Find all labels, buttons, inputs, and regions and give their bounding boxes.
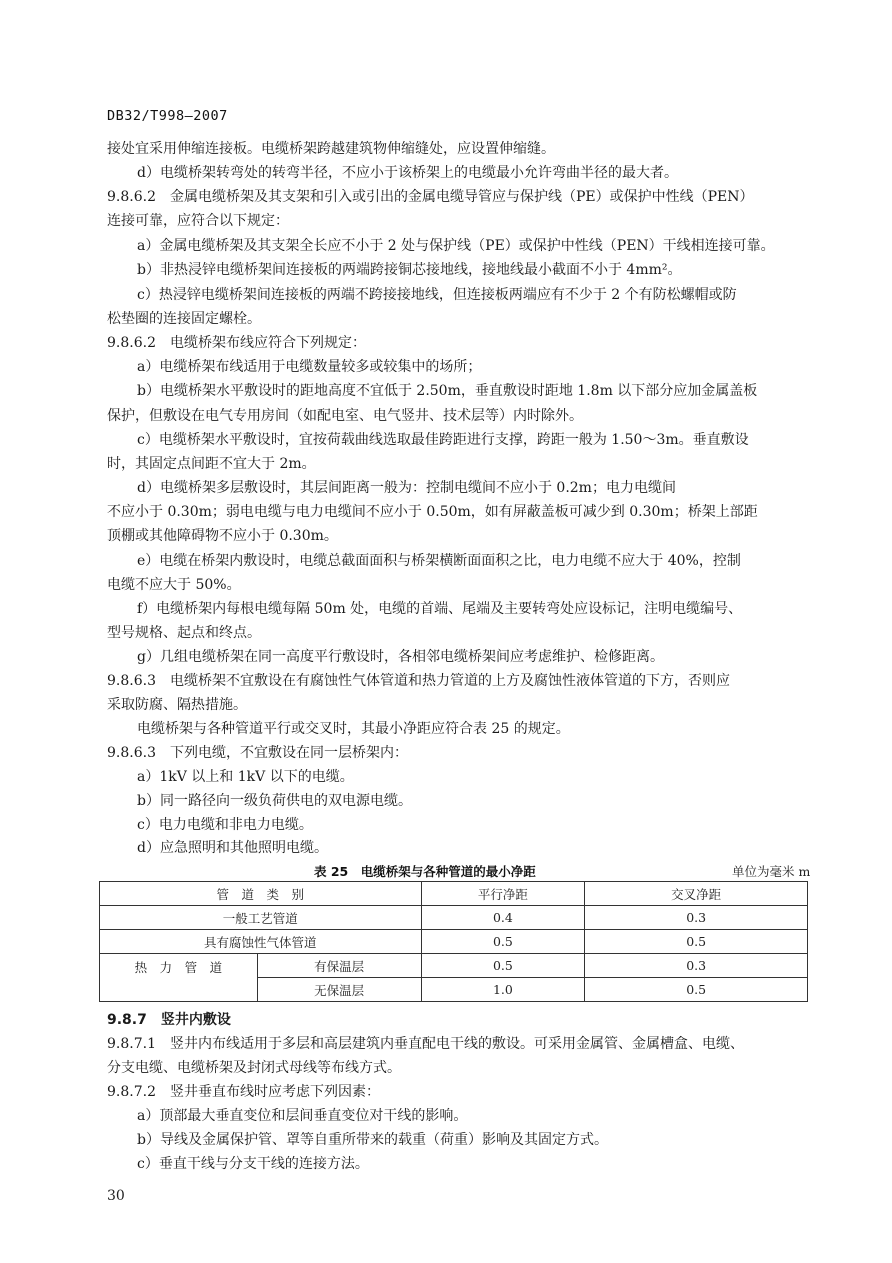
text-line: a）金属电缆桥架及其支架全长应不小于 2 处与保护线（PE）或保护中性线（PEN）干线相连接可靠。 bbox=[137, 238, 775, 254]
text-line: b）同一路径向一级负荷供电的双电源电缆。 bbox=[137, 793, 412, 809]
parallel-value: 0.5 bbox=[421, 954, 585, 978]
header-parallel: 平行净距 bbox=[421, 882, 585, 906]
text-line: c）热浸锌电缆桥架间连接板的两端不跨接接地线，但连接板两端应有不少于 2 个有防松螺帽或防 bbox=[137, 287, 737, 303]
clause-line: 9.8.7.2 竖井垂直布线时应考虑下列因素： bbox=[107, 1084, 380, 1100]
clause-line: 9.8.6.2 金属电缆桥架及其支架和引入或引出的金属电缆导管应与保护线（PE）或保护中性线（PEN） bbox=[107, 189, 754, 205]
table-row bbox=[100, 954, 808, 978]
table-caption: 表 25 电缆桥架与各种管道的最小净距 bbox=[314, 864, 536, 879]
header-category: 管 道 类 别 bbox=[100, 882, 422, 906]
text-line: c）垂直干线与分支干线的连接方法。 bbox=[137, 1156, 369, 1172]
text-line: b）非热浸锌电缆桥架间连接板的两端跨接铜芯接地线，接地线最小截面不小于 4mm²。 bbox=[137, 262, 682, 278]
text-line: d）电缆桥架多层敷设时，其层间距离一般为：控制电缆间不应小于 0.2m；电力电缆间 bbox=[137, 480, 676, 496]
text-line: c）电力电缆和非电力电缆。 bbox=[137, 817, 313, 833]
text-line: 顶棚或其他障碍物不应小于 0.30m。 bbox=[107, 528, 338, 544]
text-line: 采取防腐、隔热措施。 bbox=[107, 697, 247, 713]
text-line: b）导线及金属保护管、罩等自重所带来的载重（荷重）影响及其固定方式。 bbox=[137, 1132, 608, 1148]
cross-value: 0.5 bbox=[585, 978, 808, 1002]
parallel-value: 0.5 bbox=[421, 930, 585, 954]
standard-code-header: DB32/T998—2007 bbox=[107, 108, 228, 124]
text-line: 电缆桥架与各种管道平行或交叉时，其最小净距应符合表 25 的规定。 bbox=[137, 721, 570, 737]
parallel-value: 0.4 bbox=[421, 906, 585, 930]
parallel-value: 1.0 bbox=[421, 978, 585, 1002]
clause-line: 9.8.6.2 电缆桥架布线应符合下列规定： bbox=[107, 335, 366, 351]
text-line: d）电缆桥架转弯处的转弯半径，不应小于该桥架上的电缆最小允许弯曲半径的最大者。 bbox=[137, 165, 678, 181]
text-line: 电缆不应大于 50%。 bbox=[107, 577, 241, 593]
table-row bbox=[100, 930, 808, 954]
text-line: a）电缆桥架布线适用于电缆数量较多或较集中的场所； bbox=[137, 359, 482, 375]
text-line: c）电缆桥架水平敷设时，宜按荷载曲线选取最佳跨距进行支撑，跨距一般为 1.50～3m。垂直敷设 bbox=[137, 432, 749, 448]
text-line: a）1kV 以上和 1kV 以下的电缆。 bbox=[137, 769, 354, 785]
text-line: f）电缆桥架内每根电缆每隔 50m 处，电缆的首端、尾端及主要转弯处应设标记，注明电缆编号、 bbox=[137, 601, 743, 617]
cross-value: 0.3 bbox=[585, 906, 808, 930]
page-number: 30 bbox=[107, 1188, 125, 1204]
clause-line: 9.8.6.3 下列电缆，不宜敷设在同一层桥架内： bbox=[107, 745, 408, 761]
text-line: 松垫圈的连接固定螺栓。 bbox=[107, 311, 261, 327]
heat-group-label: 热 力 管 道 bbox=[100, 954, 258, 1002]
text-line: 分支电缆、电缆桥架及封闭式母线等布线方式。 bbox=[107, 1060, 401, 1076]
section-heading: 9.8.7 竖井内敷设 bbox=[107, 1012, 231, 1028]
row-label: 有保温层 bbox=[257, 954, 421, 978]
table-unit: 单位为毫米 m bbox=[732, 864, 811, 879]
clause-line: 9.8.7.1 竖井内布线适用于多层和高层建筑内垂直配电干线的敷设。可采用金属管、金属槽盒、电缆、 bbox=[107, 1036, 744, 1052]
table-row bbox=[100, 906, 808, 930]
header-cross: 交叉净距 bbox=[585, 882, 808, 906]
row-label: 具有腐蚀性气体管道 bbox=[100, 930, 422, 954]
text-line: a）顶部最大垂直变位和层间垂直变位对干线的影响。 bbox=[137, 1108, 468, 1124]
text-line: g）几组电缆桥架在同一高度平行敷设时，各相邻电缆桥架间应考虑维护、检修距离。 bbox=[137, 649, 664, 665]
cross-value: 0.5 bbox=[585, 930, 808, 954]
text-line: b）电缆桥架水平敷设时的距地高度不宜低于 2.50m，垂直敷设时距地 1.8m 以下部分应加金属盖板 bbox=[137, 383, 758, 399]
text-line: 不应小于 0.30m；弱电电缆与电力电缆间不应小于 0.50m，如有屏蔽盖板可减少到 0.30m；桥架上部距 bbox=[107, 504, 758, 520]
row-label: 一般工艺管道 bbox=[100, 906, 422, 930]
table-header-row bbox=[100, 882, 808, 906]
row-label: 无保温层 bbox=[257, 978, 421, 1002]
text-line: 保护，但敷设在电气专用房间（如配电室、电气竖井、技术层等）内时除外。 bbox=[107, 408, 583, 424]
text-line: e）电缆在桥架内敷设时，电缆总截面面积与桥架横断面面积之比，电力电缆不应大于 40%，控制 bbox=[137, 553, 741, 569]
text-line: 时，其固定点间距不宜大于 2m。 bbox=[107, 456, 316, 472]
text-line: 型号规格、起点和终点。 bbox=[107, 625, 261, 641]
text-line: 接处宜采用伸缩连接板。电缆桥架跨越建筑物伸缩缝处，应设置伸缩缝。 bbox=[107, 141, 555, 157]
text-line: d）应急照明和其他照明电缆。 bbox=[137, 840, 328, 856]
cross-value: 0.3 bbox=[585, 954, 808, 978]
text-line: 连接可靠，应符合以下规定： bbox=[107, 213, 289, 229]
clearance-table bbox=[99, 881, 808, 1002]
clause-line: 9.8.6.3 电缆桥架不宜敷设在有腐蚀性气体管道和热力管道的上方及腐蚀性液体管道的下方，否则应 bbox=[107, 673, 730, 689]
